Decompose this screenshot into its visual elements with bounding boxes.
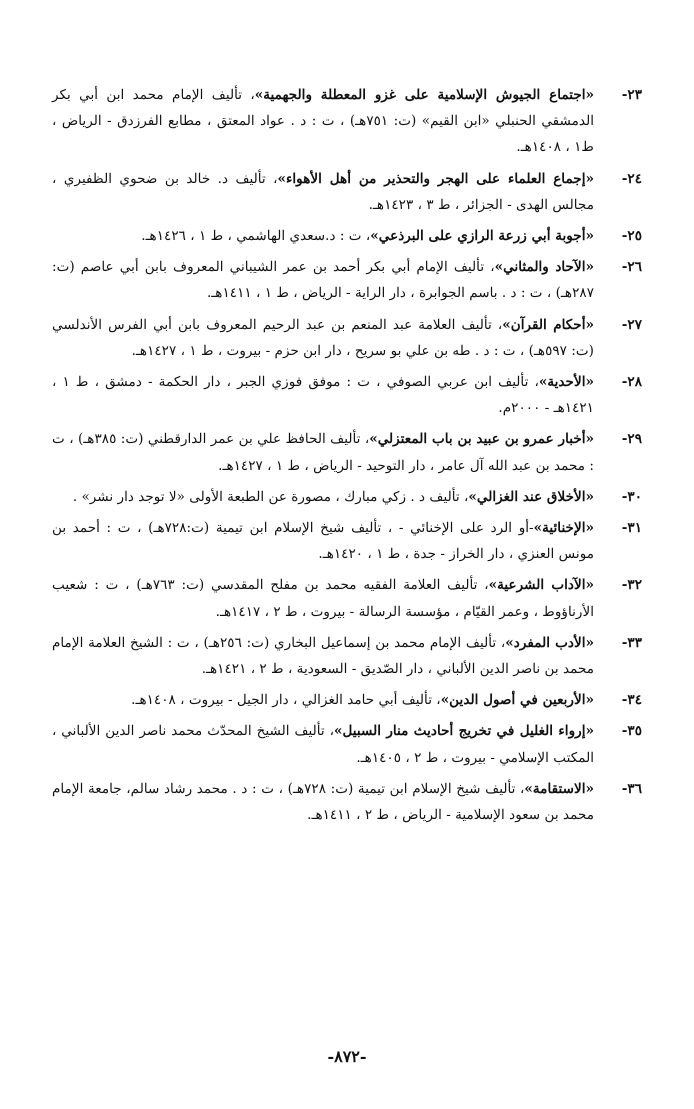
entry-details: ، تأليف أبي حامد الغزالي ، دار الجيل - بيروت ، ١٤٠٨هـ. [131, 692, 441, 709]
entry-text [52, 82, 594, 161]
entry-title: «الاستقامة» [524, 780, 594, 797]
entry-text [52, 718, 594, 770]
entry-number: ٣٥- [621, 723, 642, 740]
bibliography-entry-35 [52, 718, 642, 770]
entry-details: ، تأليف شيخ الإسلام ابن تيمية (ت: ٧٢٨هـ) ، ت : د . محمد رشاد سالم، جامعة الإمام محمد بن سعود الإسلامية - الرياض ، ط ٢ ، ١٤١١هـ. [52, 780, 594, 824]
page-number: -٨٧٢- [327, 1047, 367, 1066]
entry-details: ، تأليف الإمام محمد بن إسماعيل البخاري (ت: ٢٥٦هـ) ، ت : الشيخ العلامة الإمام محمد بن ناصر الدين الألباني ، دار الصّديق - السعودية ، ط ٢ ، ١٤٢١هـ. [52, 634, 594, 678]
entry-title: «أحكام القرآن» [502, 316, 594, 333]
entry-details: ، تأليف العلامة الفقيه محمد بن مفلح المقدسي (ت: ٧٦٣هـ) ، ت : شعيب الأرناؤوط ، وعمر القيّام ، مؤسسة الرسالة - بيروت ، ط ٢ ، ١٤١٧هـ. [52, 577, 594, 620]
entry-details: ، تأليف د. خالد بن ضحوي الظفيري ، مجالس الهدى - الجزائر ، ط ٣ ، ١٤٢٣هـ. [52, 170, 594, 213]
entry-text [52, 776, 594, 828]
entry-text [52, 254, 594, 306]
entry-details: ، تأليف العلامة عبد المنعم بن عبد الرحيم المعروف بابن أبي الفرس الأندلسي (ت: ٥٩٧هـ) ، ت : د . طه بن علي بو سريح ، دار ابن حزم - بيروت ، ط ١ ، ١٤٢٧هـ. [52, 316, 594, 359]
entry-details: ، تأليف ابن عربي الصوفي ، ت : موفق فوزي الجبر ، دار الحكمة - دمشق ، ط ١ ، ١٤٢١هـ - ٢٠٠٠م. [52, 374, 594, 417]
entry-number: ٣٠- [621, 488, 642, 505]
entry-title: «أخبار عمرو بن عبيد بن باب المعتزلي» [369, 431, 594, 448]
entry-details: ، تأليف الشيخ المحدّث محمد ناصر الدين الألباني ، المكتب الإسلامي - بيروت ، ط ٢ ، ١٤٠٥هـ. [52, 723, 594, 766]
entry-text [52, 426, 594, 478]
entry-details: ، تأليف الإمام محمد ابن أبي بكر الدمشقي الحنبلي «ابن القيم» (ت: ٧٥١هـ) ، ت : د . عواد المعتق ، مطابع الفرزدق - الرياض ، ط١ ، ١٤٠٨هـ. [52, 87, 594, 156]
entry-number: ٣٦- [621, 780, 642, 797]
entry-title: «الآداب الشرعية» [488, 577, 595, 594]
entry-title: «الأدب المفرد» [505, 634, 594, 651]
bibliography-entry-29 [52, 426, 642, 478]
entry-text [52, 687, 594, 713]
entry-text [52, 223, 594, 249]
entry-text [52, 515, 594, 567]
entry-title: «اجتماع الجيوش الإسلامية على غزو المعطلة والجهمية» [254, 87, 594, 103]
entry-title: «إرواء الغليل في تخريج أحاديث منار السبيل» [333, 723, 594, 740]
entry-title: «إجماع العلماء على الهجر والتحذير من أهل الأهواء» [277, 170, 594, 187]
bibliography-entry-34 [52, 687, 642, 713]
entry-details: ، تأليف الإمام أبي بكر أحمد بن عمر الشيباني المعروف بابن أبي عاصم (ت: ٢٨٧هـ) ، ت : د . باسم الجوابرة ، دار الراية - الرياض ، ط ١ ، ١٤١١هـ. [52, 259, 594, 302]
bibliography-entry-23 [52, 82, 642, 161]
entry-title: «الإخنائية» [533, 520, 594, 537]
bibliography-entry-28 [52, 369, 642, 421]
bibliography-entry-25 [52, 223, 642, 249]
entry-number: ٢٦- [621, 259, 642, 276]
entry-number: ٢٩- [621, 431, 642, 448]
entry-number: ٢٨- [621, 374, 642, 391]
bibliography-entry-30 [52, 484, 642, 510]
entry-text [52, 484, 594, 510]
bibliography-entry-33 [52, 630, 642, 682]
bibliography-entry-36 [52, 776, 642, 828]
entry-text [52, 166, 594, 218]
entry-text [52, 312, 594, 364]
entry-number: ٣٣- [621, 634, 642, 651]
entry-text [52, 630, 594, 682]
entry-text [52, 572, 594, 624]
entry-number: ٢٤- [621, 170, 642, 187]
entry-title: «الآحاد والمثاني» [494, 259, 594, 276]
entry-number: ٣٢- [621, 577, 642, 594]
entry-details: -أو الرد على الإخنائي - ، تأليف شيخ الإسلام ابن تيمية (ت:٧٢٨هـ) ، ت : أحمد بن مونس العنزي ، دار الخراز - جدة ، ط ١ ، ١٤٢٠هـ. [52, 520, 594, 563]
bibliography-entry-24 [52, 166, 642, 218]
entry-number: ٢٧- [621, 316, 642, 333]
entry-number: ٣٤- [621, 692, 642, 709]
entry-number: ٢٣- [621, 87, 642, 103]
entry-number: ٣١- [621, 520, 642, 537]
entry-details: ، تأليف د . زكي مبارك ، مصورة عن الطبعة الأولى «لا توجد دار نشر» . [72, 488, 469, 505]
entry-text [52, 369, 594, 421]
bibliography-entry-27 [52, 312, 642, 364]
entry-title: «أجوبة أبي زرعة الرازي على البرذعي» [370, 228, 594, 245]
entry-title: «الأخلاق عند الغزالي» [468, 488, 594, 505]
bibliography-entry-31 [52, 515, 642, 567]
bibliography-entry-26 [52, 254, 642, 306]
bibliography-page [52, 82, 642, 833]
entry-details: ، تأليف الحافظ علي بن عمر الدارقطني (ت: ٣٨٥هـ) ، ت : محمد بن عبد الله آل عامر ، دار التوحيد - الرياض ، ط ١ ، ١٤٢٧هـ. [52, 431, 594, 474]
entry-number: ٢٥- [621, 228, 642, 245]
bibliography-entry-32 [52, 572, 642, 624]
entry-details: ، ت : د.سعدي الهاشمي ، ط ١ ، ١٤٢٦هـ. [141, 228, 371, 245]
entry-title: «الأحدية» [538, 374, 594, 391]
entry-title: «الأربعين في أصول الدين» [440, 692, 594, 709]
